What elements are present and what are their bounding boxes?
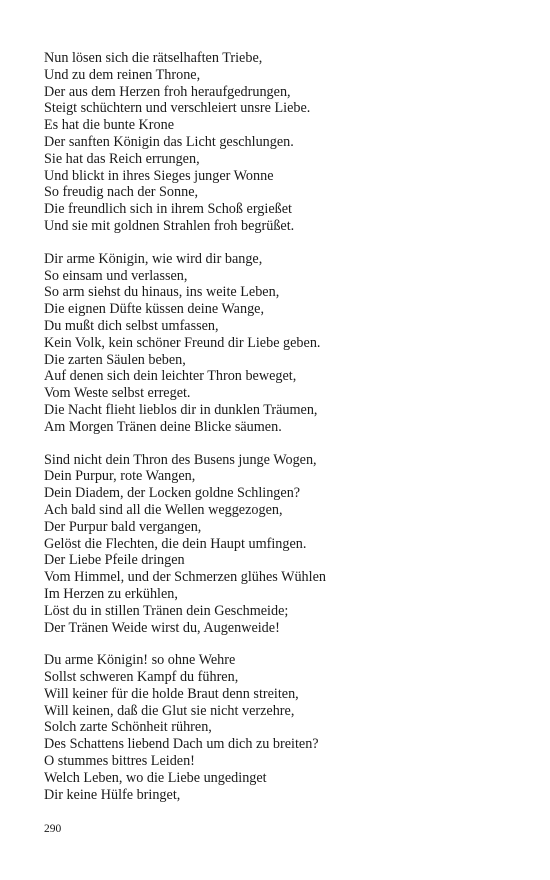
poem-line: Die zarten Säulen beben, (44, 351, 186, 368)
poem-line: Sie hat das Reich errungen, (44, 150, 200, 167)
page-number: 290 (44, 823, 62, 835)
poem-line: Kein Volk, kein schöner Freund dir Liebe geben. (44, 334, 321, 351)
poem-line: Die eignen Düfte küssen deine Wange, (44, 301, 265, 318)
poem-line: Dein Diadem, der Locken goldne Schlingen? (44, 485, 301, 502)
stanza-2 (44, 251, 524, 436)
poem-line: Und sie mit goldnen Strahlen froh begrüßet. (44, 217, 295, 234)
poem-line: Nun lösen sich die rätselhaften Triebe, (44, 50, 263, 66)
poem-line: Welch Leben, wo die Liebe ungedinget (44, 769, 267, 786)
poem-line: Auf denen sich dein leichter Thron beweget, (44, 368, 297, 385)
poem-line: Der Purpur bald vergangen, (44, 518, 202, 535)
poem-line: Es hat die bunte Krone (44, 117, 175, 134)
poem-line: So einsam und verlassen, (44, 267, 188, 284)
poem-line: Vom Weste selbst erreget. (44, 385, 191, 402)
poem-line: So arm siehst du hinaus, ins weite Leben, (44, 284, 280, 301)
poem-line: Vom Himmel, und der Schmerzen glühes Wühlen (44, 569, 326, 586)
poem-line: Du arme Königin! so ohne Wehre (44, 652, 236, 669)
poem-line: Am Morgen Tränen deine Blicke säumen. (44, 418, 282, 435)
poem-line: Dir keine Hülfe bringet, (44, 786, 181, 803)
poem-text (44, 50, 524, 819)
poem-line: Will keiner für die holde Braut denn streiten, (44, 685, 299, 702)
poem-line: Sind nicht dein Thron des Busens junge Wogen, (44, 451, 317, 468)
poem-line: Du mußt dich selbst umfassen, (44, 317, 219, 334)
poem-line: Solch zarte Schönheit rühren, (44, 719, 212, 736)
poem-line: Im Herzen zu erkühlen, (44, 585, 178, 602)
poem-line: Löst du in stillen Tränen dein Geschmeide; (44, 602, 289, 619)
poem-line: Sollst schweren Kampf du führen, (44, 669, 239, 686)
poem-line: Gelöst die Flechten, die dein Haupt umfingen. (44, 535, 307, 552)
poem-line: So freudig nach der Sonne, (44, 184, 199, 201)
stanza-1 (44, 50, 524, 235)
stanza-3 (44, 452, 524, 637)
poem-line: Und zu dem reinen Throne, (44, 66, 201, 83)
poem-line: Der Liebe Pfeile dringen (44, 552, 185, 569)
poem-line: Der aus dem Herzen froh heraufgedrungen, (44, 83, 291, 100)
stanza-4 (44, 652, 524, 803)
poem-line: Will keinen, daß die Glut sie nicht verzehre, (44, 702, 295, 719)
poem-line: Dein Purpur, rote Wangen, (44, 468, 196, 485)
poem-line: O stummes bittres Leiden! (44, 753, 195, 770)
poem-line: Des Schattens liebend Dach um dich zu breiten? (44, 736, 319, 753)
poem-line: Steigt schüchtern und verschleiert unsre Liebe. (44, 100, 311, 117)
poem-line: Der sanften Königin das Licht geschlungen. (44, 133, 294, 150)
poem-line: Dir arme Königin, wie wird dir bange, (44, 250, 263, 267)
poem-line: Die Nacht flieht lieblos dir in dunklen Träumen, (44, 401, 318, 418)
poem-line: Die freundlich sich in ihrem Schoß ergießet (44, 201, 292, 218)
poem-line: Und blickt in ihres Sieges junger Wonne (44, 167, 274, 184)
poem-line: Ach bald sind all die Wellen weggezogen, (44, 501, 283, 518)
poem-line: Der Tränen Weide wirst du, Augenweide! (44, 619, 280, 636)
